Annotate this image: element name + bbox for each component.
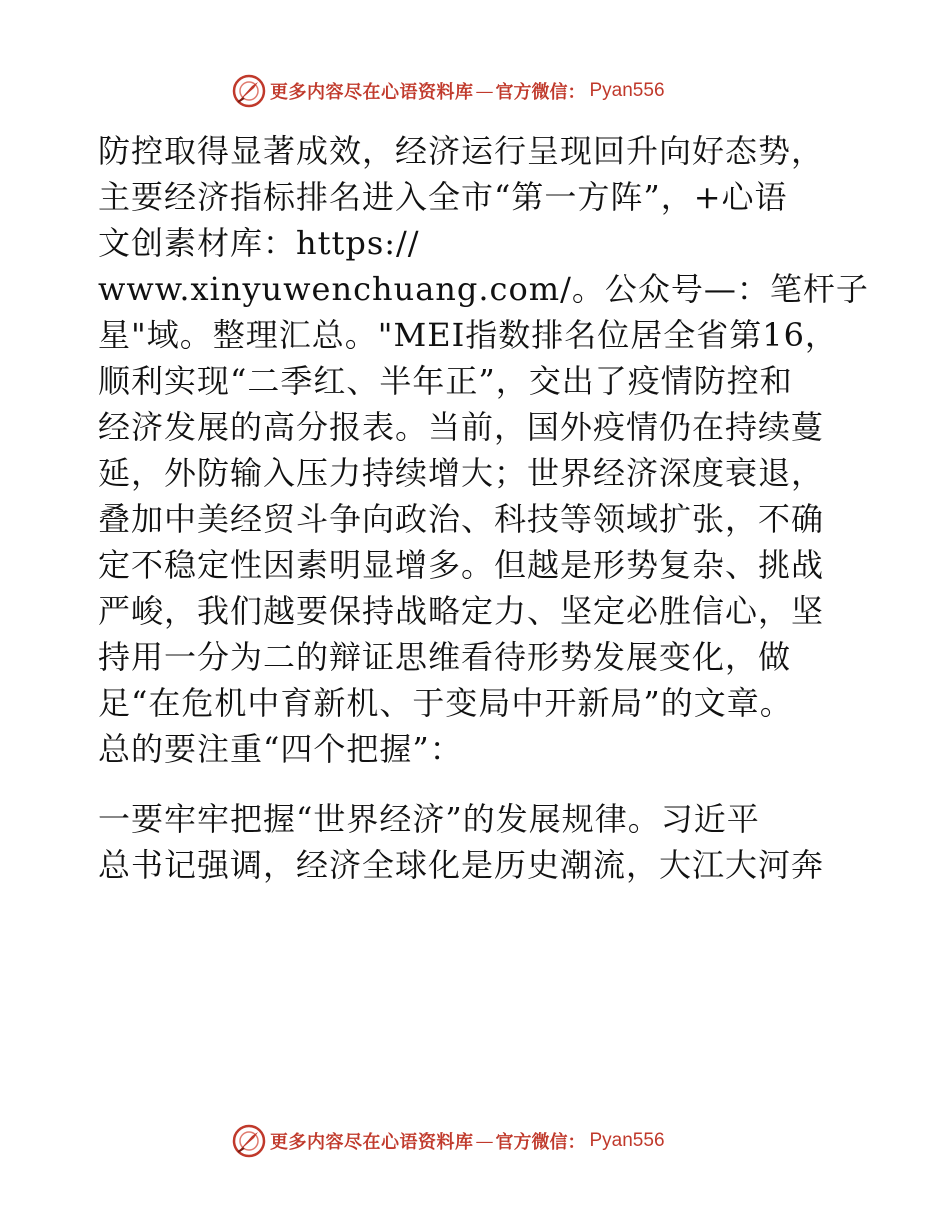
banner-wechat-id: Pyan556 — [589, 80, 665, 101]
banner-brand-text: 更多内容尽在心语资料库 — [270, 1132, 474, 1153]
body-line: 顺利实现“二季红、半年正”，交出了疫情防控和 — [98, 362, 793, 400]
body-line: www.xinyuwenchuang.com/。公众号—：笔杆子 — [98, 270, 869, 308]
document-body — [98, 128, 868, 888]
quill-logo-icon — [232, 74, 266, 108]
body-line: 严峻，我们越要保持战略定力、坚定必胜信心，坚 — [98, 592, 825, 630]
footer-banner — [232, 1124, 665, 1158]
banner-brand-text: 更多内容尽在心语资料库 — [270, 82, 474, 103]
banner-official-label: 官方微信： — [495, 82, 586, 103]
banner-wechat-id: Pyan556 — [589, 1130, 665, 1151]
body-line: 持用一分为二的辩证思维看待形势发展变化，做 — [98, 638, 792, 676]
banner-official-label: 官方微信： — [495, 1132, 586, 1153]
body-line: 总的要注重“四个把握”： — [98, 730, 463, 768]
body-line: 经济发展的高分报表。当前，国外疫情仍在持续蔓 — [98, 408, 825, 446]
banner-dash: — — [475, 1130, 494, 1152]
body-line: 延，外防输入压力持续增大；世界经济深度衰退， — [98, 454, 825, 492]
body-line: 总书记强调，经济全球化是历史潮流，大江大河奔 — [98, 846, 825, 884]
body-line: 一要牢牢把握“世界经济”的发展规律。习近平 — [98, 800, 760, 838]
quill-logo-icon — [232, 1124, 266, 1158]
body-line: 叠加中美经贸斗争向政治、科技等领域扩张，不确 — [98, 500, 825, 538]
body-line: 星"域。整理汇总。"MEI指数排名位居全省第16， — [98, 316, 838, 354]
body-line: 足“在危机中育新机、于变局中开新局”的文章。 — [98, 684, 793, 722]
body-line: 防控取得显著成效，经济运行呈现回升向好态势， — [98, 132, 825, 170]
body-line: 文创素材库：https:// — [98, 224, 420, 262]
paragraph-gap — [98, 772, 868, 796]
body-line: 主要经济指标排名进入全市“第一方阵”，+心语 — [98, 178, 788, 216]
body-line: 定不稳定性因素明显增多。但越是形势复杂、挑战 — [98, 546, 825, 584]
banner-dash: — — [475, 80, 494, 102]
header-banner — [232, 74, 665, 108]
